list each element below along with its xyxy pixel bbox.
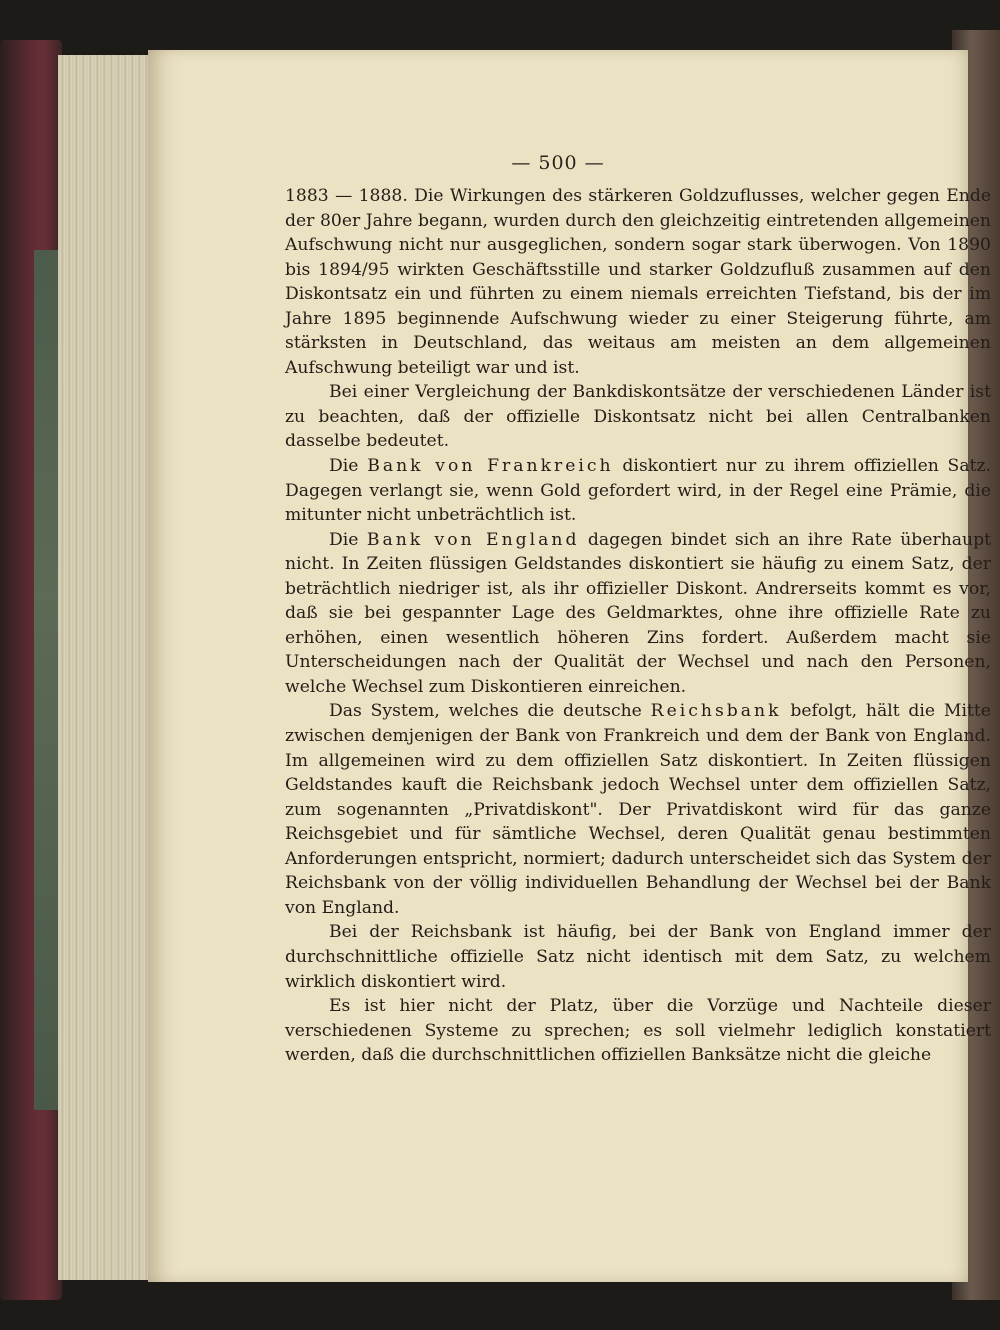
page-edges xyxy=(58,55,150,1280)
emphasized-term: Bank von Frankreich xyxy=(367,456,614,477)
emphasized-term: Bank von England xyxy=(366,529,580,550)
paragraph: Es ist hier nicht der Platz, über die Vorzüge und Nachteile dieser verschiedenen Systeme zu sprechen; es soll vielmehr lediglich konstatiert werden, daß die durchschnittlichen offiziellen Banksätze nicht die gleiche xyxy=(285,996,991,1066)
paragraph: Die Bank von England dagegen bindet sich an ihre Rate überhaupt nicht. In Zeiten flüssigen Geldstandes diskontiert sie häufig zu einem Satz, der beträchtlich niedriger ist, als ihr offizieller Diskont. Andrerseits kommt es vor, daß sie bei gespannter Lage des Geldmarktes, ohne ihre offizielle Rate zu erhöhen, einen wesentlich höheren Zins fordert. Außerdem macht sie Unterscheidungen nach der Qualität der Wechsel und nach den Personen, welche Wechsel zum Diskontieren einreichen. xyxy=(285,529,991,697)
emphasized-term: Reichsbank xyxy=(650,701,782,722)
book-cover-left xyxy=(0,40,62,1300)
book-page xyxy=(148,50,992,1282)
paragraph: Bei einer Vergleichung der Bankdiskontsätze der verschiedenen Länder ist zu beachten, daß der offizielle Diskontsatz nicht bei allen Centralbanken dasselbe bedeutet. xyxy=(285,382,991,452)
paragraph: Bei der Reichsbank ist häufig, bei der Bank von England immer der durchschnittliche offizielle Satz nicht identisch mit dem Satz, zu welchem wirklich diskontiert wird. xyxy=(285,922,991,992)
paragraph: 1883 — 1888. Die Wirkungen des stärkeren Goldzuflusses, welcher gegen Ende der 80er Jahre begann, wurden durch den gleichzeitig eintretenden allgemeinen Aufschwung nicht nur ausgeglichen, sondern sogar stark überwogen. Von 1890 bis 1894/95 wirkten Geschäftsstille und starker Goldzufluß zusammen auf den Diskontsatz ein und führten zu einem niemals erreichten Tiefstand, bis der im Jahre 1895 beginnende Aufschwung wieder zu einer Steigerung führte, am stärksten in Deutschland, das weitaus am meisten an dem allgemeinen Aufschwung beteiligt war und ist. xyxy=(285,186,991,378)
page-number: — 500 — xyxy=(511,152,605,174)
paragraph: Das System, welches die deutsche Reichsbank befolgt, hält die Mitte zwischen demjenigen der Bank von Frankreich und dem der Bank von England. Im allgemeinen wird zu dem offiziellen Satz diskontiert. In Zeiten flüssigen Geldstandes kauft die Reichsbank jedoch Wechsel unter dem offiziellen Satz, zum sogenannten „Privatdiskont". Der Privatdiskont wird für das ganze Reichsgebiet und für sämtliche Wechsel, deren Qualität genau bestimmten Anforderungen entspricht, normiert; dadurch unterscheidet sich das System der Reichsbank von der völlig individuellen Behandlung der Wechsel bei der Bank von England. xyxy=(285,701,991,918)
paragraph: Die Bank von Frankreich diskontiert nur zu ihrem offiziellen Satz. Dagegen verlangt sie, wenn Gold gefordert wird, in der Regel eine Prämie, die mitunter nicht unbeträchtlich ist. xyxy=(285,456,992,526)
page-text xyxy=(285,184,991,1068)
